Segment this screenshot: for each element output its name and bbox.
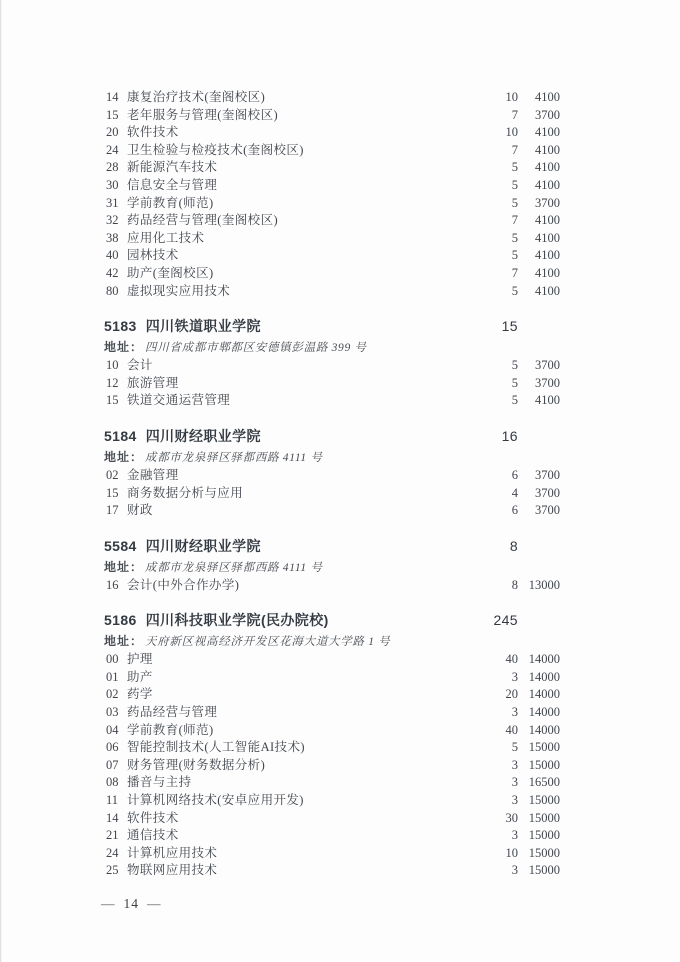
major-code: 15 — [106, 393, 119, 408]
school-name: 四川铁道职业学院 — [145, 318, 261, 335]
major-count: 5 — [511, 375, 518, 390]
school-code: 5183 — [104, 318, 137, 335]
major-name: 康复治疗技术(奎阁校区) — [127, 90, 266, 104]
major-count: 5 — [511, 177, 518, 192]
school-section — [104, 89, 560, 300]
address-label: 地址： — [104, 634, 144, 649]
major-row — [104, 827, 560, 845]
major-name: 旅游管理 — [127, 375, 179, 390]
major-row — [104, 862, 560, 880]
major-count: 7 — [511, 265, 518, 280]
major-count: 3 — [511, 705, 518, 720]
major-code: 25 — [106, 863, 119, 878]
major-count: 30 — [505, 810, 518, 825]
major-code: 02 — [106, 687, 119, 702]
school-name: 四川财经职业学院 — [145, 427, 261, 444]
major-name: 学前教育(师范) — [127, 195, 214, 210]
major-row — [104, 212, 560, 230]
major-code: 17 — [106, 503, 119, 518]
school-total-count: 8 — [509, 537, 518, 554]
major-name: 虚拟现实应用技术 — [127, 283, 231, 298]
major-fee: 4100 — [535, 230, 560, 245]
major-count: 10 — [505, 90, 518, 104]
major-fee: 14000 — [528, 705, 560, 720]
major-fee: 4100 — [535, 90, 560, 104]
page-number-value: 14 — [123, 896, 139, 911]
major-code: 01 — [106, 669, 119, 684]
school-code: 5584 — [104, 537, 137, 554]
school-total-count: 15 — [501, 318, 518, 335]
major-code: 07 — [106, 757, 119, 772]
major-count: 20 — [505, 687, 518, 702]
major-row — [104, 230, 560, 248]
major-fee: 4100 — [535, 248, 560, 263]
address-label: 地址： — [104, 449, 144, 464]
major-fee: 4100 — [535, 283, 560, 298]
major-name: 通信技术 — [127, 828, 179, 843]
major-fee: 4100 — [535, 177, 560, 192]
major-code: 10 — [106, 358, 119, 373]
major-code: 20 — [106, 125, 119, 140]
major-row — [104, 686, 560, 704]
major-name: 财政 — [127, 503, 153, 518]
major-row — [104, 651, 560, 669]
major-name: 软件技术 — [127, 810, 179, 825]
major-row — [104, 89, 560, 107]
major-fee: 3700 — [535, 375, 560, 390]
school-header — [104, 425, 560, 447]
major-fee: 16500 — [528, 775, 560, 790]
major-row — [104, 792, 560, 810]
school-title — [104, 425, 480, 447]
major-count: 3 — [511, 828, 518, 843]
major-fee: 3700 — [535, 485, 560, 500]
school-header — [104, 315, 560, 337]
major-row — [104, 195, 560, 213]
major-row — [104, 577, 560, 595]
address-label: 地址： — [104, 340, 144, 355]
major-count: 5 — [511, 393, 518, 408]
major-fee: 3700 — [535, 467, 560, 482]
major-count: 5 — [511, 248, 518, 263]
major-count: 8 — [511, 577, 518, 592]
major-count: 5 — [511, 740, 518, 755]
page-number — [101, 896, 162, 912]
major-code: 14 — [106, 810, 119, 825]
page-number-left-dash: — — [101, 896, 116, 911]
major-row — [104, 774, 560, 792]
major-code: 24 — [106, 142, 119, 157]
major-row — [104, 669, 560, 687]
major-count: 10 — [505, 845, 518, 860]
major-fee: 3700 — [535, 358, 560, 373]
major-fee: 4100 — [535, 125, 560, 140]
major-code: 15 — [106, 107, 119, 122]
major-count: 40 — [505, 722, 518, 737]
major-fee: 15000 — [528, 793, 560, 808]
major-row — [104, 810, 560, 828]
major-fee: 14000 — [528, 687, 560, 702]
major-name: 铁道交通运营管理 — [127, 393, 231, 408]
major-fee: 3700 — [535, 195, 560, 210]
major-code: 03 — [106, 705, 119, 720]
major-count: 10 — [505, 125, 518, 140]
school-title — [104, 535, 480, 557]
major-row — [104, 159, 560, 177]
major-count: 7 — [511, 213, 518, 228]
major-row — [104, 265, 560, 283]
major-name: 新能源汽车技术 — [127, 160, 218, 175]
school-section — [104, 425, 560, 520]
major-count: 3 — [511, 757, 518, 772]
major-code: 11 — [106, 793, 119, 808]
major-code: 12 — [106, 375, 119, 390]
major-row — [104, 722, 560, 740]
major-name: 信息安全与管理 — [127, 177, 218, 192]
major-fee: 4100 — [535, 160, 560, 175]
major-name: 财务管理(财务数据分析) — [127, 757, 266, 772]
address-label: 地址： — [104, 559, 144, 574]
major-code: 14 — [106, 90, 119, 104]
major-name: 会计 — [127, 358, 153, 373]
school-section — [104, 609, 560, 880]
major-name: 物联网应用技术 — [127, 863, 218, 878]
major-fee: 13000 — [528, 577, 560, 592]
major-code: 16 — [106, 577, 119, 592]
major-row — [104, 467, 560, 485]
school-header — [104, 535, 560, 557]
major-count: 5 — [511, 358, 518, 373]
major-code: 42 — [106, 265, 119, 280]
major-count: 5 — [511, 195, 518, 210]
major-name: 计算机网络技术(安卓应用开发) — [127, 793, 304, 808]
major-count: 3 — [511, 775, 518, 790]
major-name: 播音与主持 — [127, 775, 192, 790]
major-count: 3 — [511, 863, 518, 878]
major-row — [104, 357, 560, 375]
school-title — [104, 609, 480, 631]
major-fee: 15000 — [528, 828, 560, 843]
major-count: 3 — [511, 793, 518, 808]
major-fee: 15000 — [528, 810, 560, 825]
address-text: 成都市龙泉驿区驿都西路 4111 号 — [145, 561, 323, 574]
school-total-count: 16 — [501, 427, 518, 444]
major-name: 药学 — [127, 687, 153, 702]
school-total-count: 245 — [493, 612, 518, 629]
major-name: 药品经营与管理(奎阁校区) — [127, 213, 279, 228]
major-name: 园林技术 — [127, 248, 179, 263]
major-fee: 15000 — [528, 845, 560, 860]
scan-edge-artifact — [0, 0, 2, 962]
major-name: 商务数据分析与应用 — [127, 485, 244, 500]
major-count: 6 — [511, 503, 518, 518]
major-code: 24 — [106, 845, 119, 860]
major-name: 软件技术 — [127, 125, 179, 140]
major-name: 应用化工技术 — [127, 230, 205, 245]
school-address — [104, 557, 560, 577]
major-code: 00 — [106, 652, 119, 667]
major-code: 31 — [106, 195, 119, 210]
major-name: 老年服务与管理(奎阁校区) — [127, 107, 279, 122]
school-code: 5184 — [104, 427, 137, 444]
major-rows — [104, 651, 560, 880]
school-section — [104, 315, 560, 410]
major-name: 会计(中外合作办学) — [127, 577, 240, 592]
major-name: 药品经营与管理 — [127, 705, 218, 720]
major-row — [104, 739, 560, 757]
major-name: 学前教育(师范) — [127, 722, 214, 737]
major-code: 15 — [106, 485, 119, 500]
major-code: 21 — [106, 828, 119, 843]
major-code: 06 — [106, 740, 119, 755]
school-header — [104, 609, 560, 631]
major-rows — [104, 357, 560, 410]
major-fee: 4100 — [535, 142, 560, 157]
major-code: 04 — [106, 722, 119, 737]
major-rows — [104, 89, 560, 300]
address-text: 成都市龙泉驿区驿都西路 4111 号 — [145, 451, 323, 464]
school-address — [104, 631, 560, 651]
major-count: 5 — [511, 283, 518, 298]
major-code: 32 — [106, 213, 119, 228]
major-fee: 15000 — [528, 757, 560, 772]
major-name: 金融管理 — [127, 467, 179, 482]
major-fee: 14000 — [528, 652, 560, 667]
major-name: 护理 — [127, 652, 153, 667]
major-row — [104, 704, 560, 722]
major-count: 5 — [511, 160, 518, 175]
major-row — [104, 845, 560, 863]
major-code: 80 — [106, 283, 119, 298]
school-section — [104, 535, 560, 595]
major-fee: 15000 — [528, 863, 560, 878]
major-fee: 15000 — [528, 740, 560, 755]
major-count: 7 — [511, 107, 518, 122]
address-text: 四川省成都市郫都区安德镇彭温路 399 号 — [145, 342, 367, 355]
school-title — [104, 315, 480, 337]
school-name: 四川科技职业学院(民办院校) — [145, 612, 329, 629]
major-count: 4 — [511, 485, 518, 500]
major-code: 08 — [106, 775, 119, 790]
major-row — [104, 502, 560, 520]
major-row — [104, 247, 560, 265]
address-text: 天府新区视高经济开发区花海大道大学路 1 号 — [145, 636, 391, 649]
major-row — [104, 107, 560, 125]
school-code: 5186 — [104, 612, 137, 629]
major-code: 02 — [106, 467, 119, 482]
major-count: 7 — [511, 142, 518, 157]
major-fee: 4100 — [535, 213, 560, 228]
major-code: 28 — [106, 160, 119, 175]
major-row — [104, 375, 560, 393]
major-name: 智能控制技术(人工智能AI技术) — [127, 740, 305, 755]
major-count: 40 — [505, 652, 518, 667]
major-name: 卫生检验与检疫技术(奎阁校区) — [127, 142, 304, 157]
major-rows — [104, 467, 560, 520]
school-address — [104, 337, 560, 357]
major-row — [104, 392, 560, 410]
major-name: 助产 — [127, 669, 153, 684]
major-fee: 3700 — [535, 503, 560, 518]
major-code: 40 — [106, 248, 119, 263]
major-row — [104, 283, 560, 301]
major-fee: 4100 — [535, 393, 560, 408]
major-row — [104, 485, 560, 503]
major-fee: 14000 — [528, 669, 560, 684]
major-fee: 4100 — [535, 265, 560, 280]
major-code: 30 — [106, 177, 119, 192]
school-name: 四川财经职业学院 — [145, 537, 261, 554]
major-fee: 3700 — [535, 107, 560, 122]
major-row — [104, 142, 560, 160]
major-code: 38 — [106, 230, 119, 245]
school-address — [104, 447, 560, 467]
major-name: 助产(奎阁校区) — [127, 265, 214, 280]
major-name: 计算机应用技术 — [127, 845, 218, 860]
major-rows — [104, 577, 560, 595]
document-body — [104, 89, 560, 880]
major-count: 5 — [511, 230, 518, 245]
major-count: 6 — [511, 467, 518, 482]
major-fee: 14000 — [528, 722, 560, 737]
page-number-right-dash: — — [147, 896, 162, 911]
major-row — [104, 124, 560, 142]
major-count: 3 — [511, 669, 518, 684]
major-row — [104, 177, 560, 195]
major-row — [104, 757, 560, 775]
